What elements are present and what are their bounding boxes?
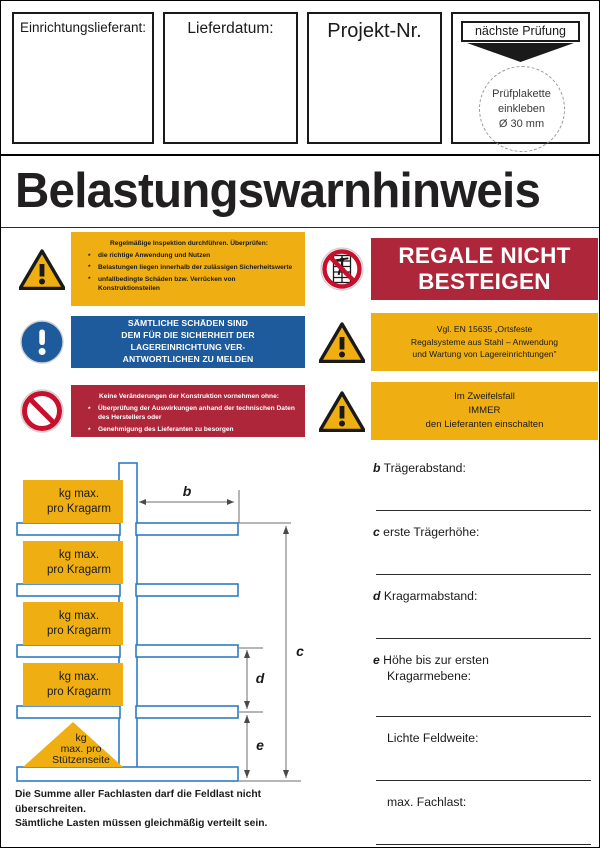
field-label bbox=[373, 652, 591, 668]
arm-load-line-2: pro Kragarm bbox=[47, 564, 111, 576]
inspection-heading: Regelmäßige Inspektion durchführen. Überprüfen: bbox=[110, 240, 268, 247]
write-line[interactable] bbox=[376, 780, 591, 781]
arm-load-line-2: pro Kragarm bbox=[47, 625, 111, 637]
write-line[interactable] bbox=[376, 638, 591, 639]
en-line-2: Regalsysteme aus Stahl – Anwendung bbox=[410, 336, 559, 347]
dimension-label-b: b bbox=[182, 483, 192, 499]
mandatory-circle-svg bbox=[20, 320, 64, 364]
field-hoehe-erste-kragarmebene[interactable] bbox=[373, 652, 591, 730]
field-label bbox=[373, 460, 591, 476]
no-modifications-heading: Keine Veränderungen der Konstruktion vornehmen ohne: bbox=[99, 393, 279, 400]
no-climbing-svg bbox=[320, 247, 364, 291]
report-line-2: DEM FÜR DIE SICHERHEIT DER bbox=[121, 330, 255, 341]
write-line[interactable] bbox=[376, 844, 591, 845]
dimension-label-c: c bbox=[296, 643, 304, 659]
message-inspection bbox=[13, 232, 305, 306]
dimension-label-e: e bbox=[256, 737, 264, 753]
no-modifications-text bbox=[71, 385, 305, 444]
message-no-climbing bbox=[313, 232, 598, 306]
message-no-modifications bbox=[13, 380, 305, 442]
field-text: Trägerabstand: bbox=[383, 461, 466, 475]
title-band bbox=[1, 158, 600, 228]
list-item: * unfallbedingte Schäden bzw. Verrücken von Konstruktionsteilen bbox=[87, 275, 297, 293]
field-text: erste Trägerhöhe: bbox=[383, 525, 480, 539]
field-max-fachlast[interactable] bbox=[373, 794, 591, 848]
distribution-note bbox=[15, 788, 365, 832]
field-marker: d bbox=[373, 589, 381, 603]
measurement-fields bbox=[373, 460, 591, 845]
en-line-1: Vgl. EN 15635 „Ortsfeste bbox=[436, 324, 533, 335]
note-line-2: überschreiten. bbox=[15, 803, 86, 815]
arm-load-line-2: pro Kragarm bbox=[47, 503, 111, 515]
field-erste-traegerhoehe[interactable] bbox=[373, 524, 591, 588]
warning-triangle-icon bbox=[313, 322, 371, 363]
field-label bbox=[373, 588, 591, 604]
field-box-supplier[interactable] bbox=[12, 12, 154, 144]
field-box-next-inspection[interactable] bbox=[451, 12, 590, 144]
no-climbing-line-2: BESTEIGEN bbox=[418, 269, 551, 294]
field-kragarmabstand[interactable] bbox=[373, 588, 591, 652]
message-in-doubt bbox=[313, 380, 598, 442]
report-line-1: SÄMTLICHE SCHÄDEN SIND bbox=[127, 318, 249, 329]
no-climbing-icon bbox=[313, 247, 371, 291]
write-line[interactable] bbox=[376, 574, 591, 575]
sticker-line-2: einkleben bbox=[497, 103, 546, 115]
write-line[interactable] bbox=[376, 510, 591, 511]
warning-triangle-icon bbox=[313, 391, 371, 432]
field-box-delivery-date[interactable] bbox=[163, 12, 298, 144]
warning-triangle-svg bbox=[319, 391, 365, 432]
en-line-3: und Wartung von Lagereinrichtungen" bbox=[412, 349, 557, 360]
field-label-delivery-date: Lieferdatum: bbox=[187, 20, 274, 37]
page-title: Belastungswarnhinweis bbox=[15, 164, 541, 218]
cantilever-rack-diagram bbox=[1, 460, 341, 790]
prohibition-circle-svg bbox=[20, 389, 64, 433]
warning-triangle-svg bbox=[19, 249, 65, 290]
prohibition-icon bbox=[13, 389, 71, 433]
field-label-project-number: Projekt-Nr. bbox=[327, 20, 422, 42]
doubt-line-2: IMMER bbox=[468, 405, 501, 416]
base-load-line-3: Stützenseite bbox=[52, 754, 110, 766]
no-climbing-text bbox=[392, 238, 576, 300]
sticker-line-1: Prüfplakette bbox=[492, 88, 551, 100]
field-label bbox=[373, 524, 591, 540]
field-marker: e bbox=[373, 653, 380, 667]
mandatory-exclamation-icon bbox=[13, 320, 71, 364]
field-marker: c bbox=[373, 525, 380, 539]
list-item: * Belastungen liegen innerhalb der zulässigen Sicherheitswerte bbox=[87, 263, 297, 272]
field-marker: b bbox=[373, 461, 381, 475]
arm-load-line-2: pro Kragarm bbox=[47, 686, 111, 698]
message-grid bbox=[1, 232, 600, 460]
inspection-list bbox=[81, 251, 297, 293]
arm-load-line-1: kg max. bbox=[58, 488, 100, 500]
field-label-second-line: Kragarmebene: bbox=[387, 669, 472, 683]
list-item: * Genehmigung des Lieferanten zu besorgen bbox=[87, 425, 297, 434]
arm-load-line-1: kg max. bbox=[58, 671, 100, 683]
field-label: max. Fachlast: bbox=[387, 795, 467, 809]
no-climbing-line-1: REGALE NICHT bbox=[398, 243, 571, 268]
field-label-supplier: Einrichtungslieferant: bbox=[19, 20, 147, 35]
sticker-line-3: Ø 30 mm bbox=[498, 118, 545, 130]
next-inspection-title: nächste Prüfung bbox=[461, 21, 580, 42]
list-item: * die richtige Anwendung und Nutzen bbox=[87, 251, 297, 260]
down-arrow-icon bbox=[467, 43, 574, 62]
note-line-3: Sämtliche Lasten müssen gleichmäßig verteilt sein. bbox=[15, 818, 268, 830]
warning-triangle-icon bbox=[13, 249, 71, 290]
report-damages-text bbox=[113, 312, 262, 371]
report-line-4: ANTWORTLICHEN ZU MELDEN bbox=[122, 353, 254, 364]
arm-load-line-1: kg max. bbox=[58, 610, 100, 622]
base-load-line-2: max. pro bbox=[60, 743, 102, 755]
field-traegerabstand[interactable] bbox=[373, 460, 591, 524]
message-en-standard bbox=[313, 308, 598, 376]
base-load-line-1: kg bbox=[75, 732, 87, 744]
field-box-project-number[interactable] bbox=[307, 12, 442, 144]
header-fields bbox=[1, 1, 600, 156]
doubt-line-3: den Lieferanten einschalten bbox=[425, 419, 544, 430]
note-line-1: Die Summe aller Fachlasten darf die Feldlast nicht bbox=[15, 789, 262, 800]
in-doubt-text bbox=[418, 385, 552, 437]
field-label: Lichte Feldweite: bbox=[387, 731, 479, 745]
en-standard-text bbox=[402, 317, 567, 366]
inspection-text bbox=[71, 232, 305, 303]
message-report-damages bbox=[13, 308, 305, 376]
inspection-sticker-placeholder[interactable] bbox=[479, 66, 565, 152]
doubt-line-1: Im Zweifelsfall bbox=[454, 391, 515, 402]
warning-triangle-svg bbox=[319, 322, 365, 363]
arm-load-line-1: kg max. bbox=[58, 549, 100, 561]
report-line-3: LAGEREINRICHTUNG VER- bbox=[130, 342, 246, 352]
rack-diagram-svg bbox=[1, 460, 341, 790]
no-modifications-list bbox=[81, 404, 297, 434]
field-lichte-feldweite[interactable] bbox=[373, 730, 591, 794]
field-text: Kragarmabstand: bbox=[383, 589, 478, 603]
list-item: * Überprüfung der Auswirkungen anhand der technischen Daten des Herstellers oder bbox=[87, 404, 297, 422]
field-text: Höhe bis zur ersten bbox=[383, 653, 489, 667]
write-line[interactable] bbox=[376, 716, 591, 717]
dimension-label-d: d bbox=[255, 670, 265, 686]
